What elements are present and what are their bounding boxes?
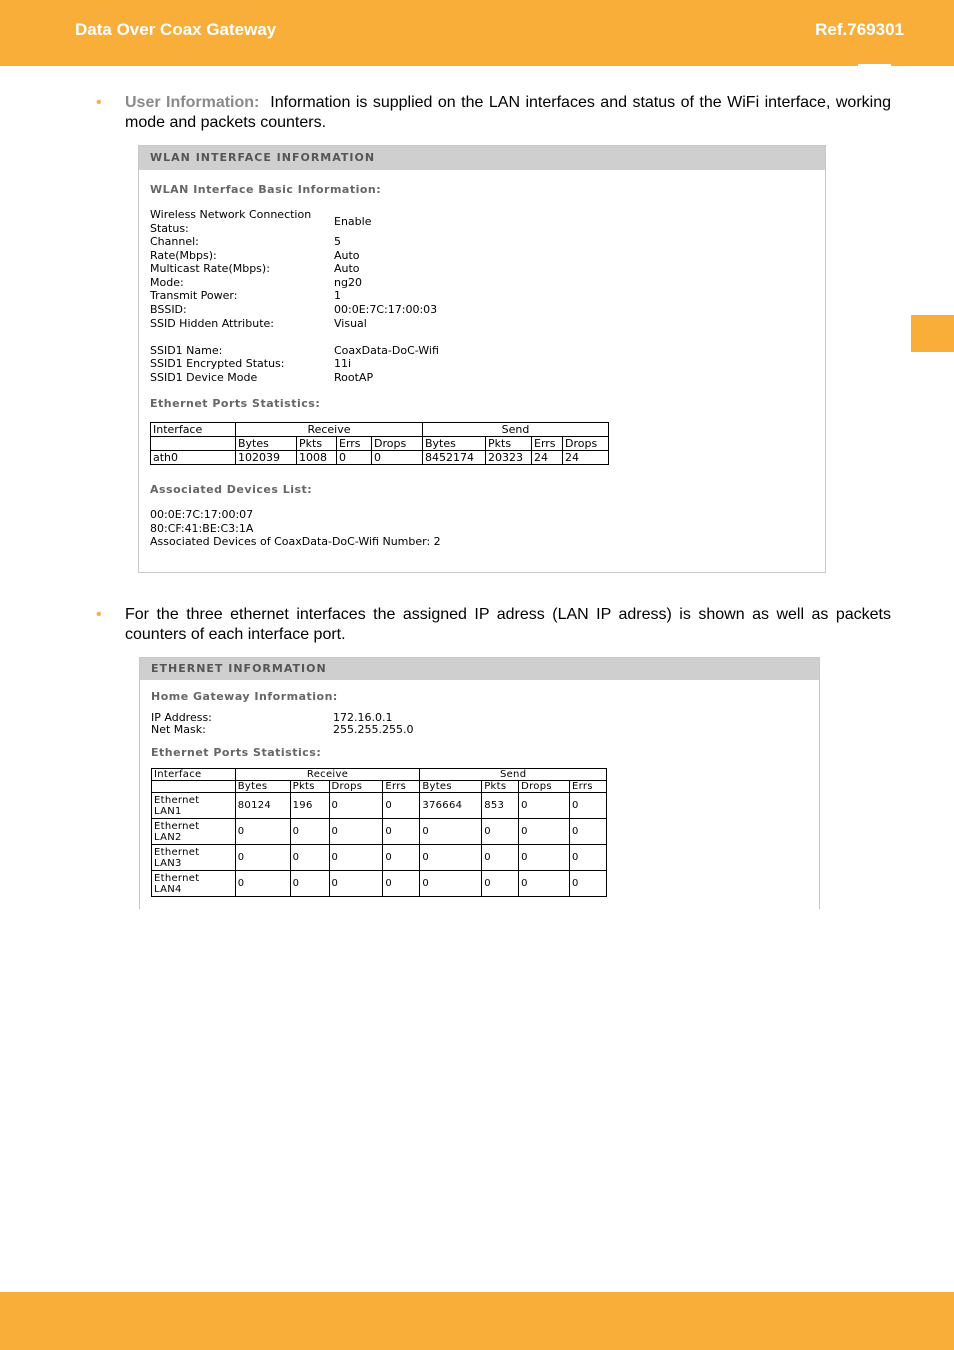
table-cell: 8452174 — [423, 451, 486, 465]
table-cell: 0 — [235, 845, 290, 871]
table-cell: Ethernet LAN4 — [152, 871, 236, 897]
field-value: 11i — [334, 357, 352, 371]
field-value: ng20 — [334, 275, 362, 289]
field-key: SSID1 Device Mode — [150, 370, 258, 384]
table-header-cell: Pkts — [486, 437, 532, 451]
section-title: Associated Devices List: — [150, 483, 313, 496]
field-key: Mode: — [150, 275, 184, 289]
table-cell: 0 — [383, 871, 420, 897]
field-row — [150, 371, 439, 385]
table-cell: 0 — [383, 819, 420, 845]
table-cell: 0 — [337, 451, 372, 465]
table-cell: 1008 — [297, 451, 337, 465]
table-header-row — [151, 423, 609, 437]
table-row — [152, 793, 607, 819]
field-row — [150, 262, 439, 276]
table-subheader-row — [152, 781, 607, 793]
table-header-cell: Bytes — [423, 437, 486, 451]
field-key: BSSID: — [150, 302, 187, 316]
section-title: Ethernet Ports Statistics: — [151, 746, 322, 759]
table-cell: 0 — [570, 871, 607, 897]
field-value: CoaxData-DoC-Wifi — [334, 343, 439, 357]
header-notch — [858, 64, 891, 67]
bullet-marker: • — [96, 606, 102, 623]
table-header-cell: Send — [420, 769, 607, 781]
field-value: RootAP — [334, 370, 374, 384]
table-cell: 0 — [420, 871, 482, 897]
table-header-cell — [151, 437, 236, 451]
field-value: Auto — [334, 248, 360, 262]
table-header-cell: Bytes — [236, 437, 297, 451]
table-header-cell: Receive — [235, 769, 420, 781]
list-item: Associated Devices of CoaxData-DoC-Wifi Number: 2 — [150, 535, 441, 549]
table-cell: 0 — [482, 819, 519, 845]
table-header-cell — [152, 781, 236, 793]
table-cell: 0 — [329, 871, 383, 897]
table-cell: 0 — [383, 793, 420, 819]
table-cell: 0 — [519, 845, 570, 871]
table-row — [152, 819, 607, 845]
table-header-cell: Drops — [519, 781, 570, 793]
table-header-cell: Drops — [372, 437, 423, 451]
table-header-cell: Pkts — [297, 437, 337, 451]
bullet-text: Information is supplied on the LAN interfaces and status of the WiFi interface, working mode and packets counters. — [125, 94, 896, 131]
field-key: SSID1 Name: — [150, 343, 223, 357]
table-cell: 0 — [519, 871, 570, 897]
table-row — [152, 871, 607, 897]
list-item: 80:CF:41:BE:C3:1A — [150, 521, 254, 535]
field-row — [150, 344, 439, 358]
table-row — [151, 451, 609, 465]
field-key: Rate(Mbps): — [150, 248, 217, 262]
document-ref: Ref.769301 — [815, 20, 904, 39]
table-header-row — [152, 769, 607, 781]
bullet-paragraph-2 — [125, 605, 891, 645]
section-title: Ethernet Ports Statistics: — [150, 397, 321, 410]
table-cell: 80124 — [235, 793, 290, 819]
table-cell: 0 — [290, 871, 329, 897]
field-key: Multicast Rate(Mbps): — [150, 262, 270, 276]
wlan-info-panel — [138, 145, 826, 573]
field-row — [150, 317, 439, 331]
table-cell: 0 — [420, 845, 482, 871]
table-cell: ath0 — [151, 451, 236, 465]
field-key: SSID1 Encrypted Status: — [150, 357, 285, 371]
table-cell: 0 — [235, 871, 290, 897]
table-cell: 0 — [519, 819, 570, 845]
wlan-stats-table — [150, 422, 609, 465]
field-row — [150, 357, 439, 371]
field-key: SSID Hidden Attribute: — [150, 316, 274, 330]
table-row — [152, 845, 607, 871]
field-row — [150, 208, 439, 235]
section-title: Home Gateway Information: — [151, 690, 338, 703]
section-title: WLAN Interface Basic Information: — [150, 183, 382, 196]
field-value: 00:0E:7C:17:00:03 — [334, 302, 438, 316]
bullet-text: For the three ethernet interfaces the assigned IP adress (LAN IP adress) is shown as well as packets counters of each interface port. — [125, 606, 891, 643]
table-header-cell: Bytes — [235, 781, 290, 793]
field-row — [151, 724, 413, 736]
field-row — [150, 276, 439, 290]
field-value: 5 — [334, 235, 341, 248]
footer-bar — [0, 1292, 954, 1350]
table-header-cell: Bytes — [420, 781, 482, 793]
table-cell: 376664 — [420, 793, 482, 819]
field-row — [150, 249, 439, 263]
table-cell: 196 — [290, 793, 329, 819]
table-header-cell: Interface — [152, 769, 236, 781]
table-cell: 0 — [570, 793, 607, 819]
field-key: Net Mask: — [151, 722, 206, 736]
table-cell: Ethernet LAN1 — [152, 793, 236, 819]
table-header-cell: Drops — [563, 437, 609, 451]
table-cell: 0 — [383, 845, 420, 871]
table-cell: Ethernet LAN3 — [152, 845, 236, 871]
list-item: 00:0E:7C:17:00:07 — [150, 508, 254, 521]
table-cell: 0 — [482, 845, 519, 871]
table-cell: 0 — [570, 819, 607, 845]
side-tab — [911, 315, 954, 352]
table-header-cell: Errs — [570, 781, 607, 793]
table-cell: 853 — [482, 793, 519, 819]
table-cell: 0 — [235, 819, 290, 845]
table-cell: 102039 — [236, 451, 297, 465]
table-header-cell: Errs — [532, 437, 563, 451]
bullet-marker: • — [96, 94, 102, 111]
associated-devices-list — [150, 508, 441, 549]
table-header-cell: Pkts — [290, 781, 329, 793]
wlan-basic-fields — [150, 208, 439, 385]
field-value: Auto — [334, 262, 360, 276]
table-cell: 0 — [372, 451, 423, 465]
table-header-cell: Errs — [383, 781, 420, 793]
table-cell: 0 — [290, 845, 329, 871]
field-row — [150, 303, 439, 317]
field-key: Transmit Power: — [150, 289, 238, 303]
table-cell: 0 — [519, 793, 570, 819]
table-cell: 0 — [570, 845, 607, 871]
table-cell: Ethernet LAN2 — [152, 819, 236, 845]
table-header-cell: Drops — [329, 781, 383, 793]
table-cell: 0 — [329, 845, 383, 871]
table-cell: 0 — [482, 871, 519, 897]
ethernet-info-panel — [139, 657, 820, 909]
table-header-cell: Send — [423, 423, 609, 437]
table-cell: 0 — [329, 819, 383, 845]
field-key: IP Address: — [151, 711, 212, 724]
panel-title: ETHERNET INFORMATION — [140, 658, 819, 680]
document-title: Data Over Coax Gateway — [75, 20, 277, 39]
bullet-lead: User Information: — [125, 94, 260, 111]
table-cell: 0 — [420, 819, 482, 845]
table-cell: 0 — [290, 819, 329, 845]
field-row — [150, 289, 439, 303]
table-header-cell: Errs — [337, 437, 372, 451]
table-header-cell: Interface — [151, 423, 236, 437]
header-bar — [0, 0, 954, 66]
table-header-cell: Pkts — [482, 781, 519, 793]
table-cell: 24 — [532, 451, 563, 465]
field-key: Channel: — [150, 235, 199, 248]
table-header-cell: Receive — [236, 423, 423, 437]
table-cell: 20323 — [486, 451, 532, 465]
table-subheader-row — [151, 437, 609, 451]
ethernet-stats-table — [151, 768, 607, 897]
panel-title: WLAN INTERFACE INFORMATION — [139, 146, 825, 170]
field-value: 1 — [334, 289, 341, 303]
table-cell: 0 — [329, 793, 383, 819]
field-value: Enable — [334, 215, 372, 228]
field-row — [151, 712, 413, 724]
bullet-paragraph-1 — [125, 93, 896, 133]
field-value: Visual — [334, 316, 367, 330]
field-row — [150, 235, 439, 249]
table-cell: 24 — [563, 451, 609, 465]
field-value: 172.16.0.1 — [333, 711, 393, 724]
gateway-fields — [151, 712, 413, 735]
field-key: Wireless Network Connection Status: — [150, 208, 312, 235]
field-value: 255.255.255.0 — [333, 722, 414, 736]
